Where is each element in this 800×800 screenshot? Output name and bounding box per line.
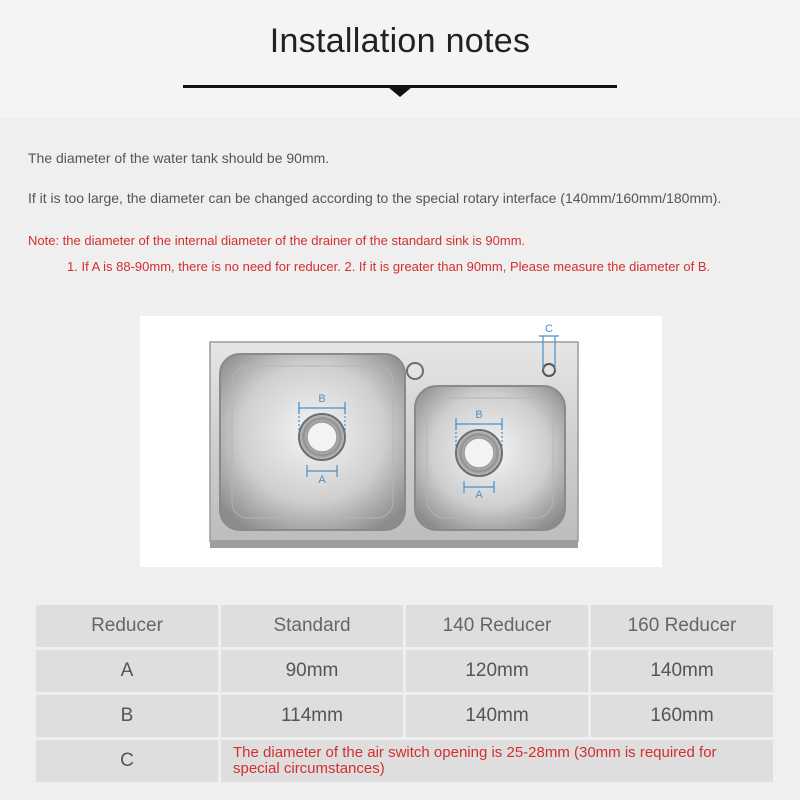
air-switch-note: The diameter of the air switch opening is 25-28mm (30mm is required for special circumstances) bbox=[221, 740, 773, 782]
note-line-1: Note: the diameter of the internal diameter of the drainer of the standard sink is 90mm. bbox=[28, 233, 526, 248]
sink-illustration bbox=[140, 316, 662, 567]
reducer-table bbox=[33, 602, 776, 785]
table-row bbox=[36, 650, 773, 692]
label-b-right: B bbox=[475, 409, 483, 421]
table-cell: 120mm bbox=[406, 650, 588, 692]
intro-line-2: If it is too large, the diameter can be changed according to the special rotary interface (140mm/160mm/180mm). bbox=[28, 190, 722, 206]
header-cell: Standard bbox=[221, 605, 403, 647]
note-line-2: 1. If A is 88-90mm, there is no need for reducer. 2. If it is greater than 90mm, Please measure the diameter of B. bbox=[67, 259, 711, 274]
page-header bbox=[0, 0, 800, 118]
table-cell: 114mm bbox=[221, 695, 403, 737]
table-row bbox=[36, 740, 773, 782]
table-cell: 140mm bbox=[406, 695, 588, 737]
header-cell: Reducer bbox=[36, 605, 218, 647]
label-b-left: B bbox=[318, 393, 326, 405]
header-cell: 140 Reducer bbox=[406, 605, 588, 647]
row-label: A bbox=[36, 650, 218, 692]
title-caret-icon bbox=[388, 87, 412, 97]
table-header-row bbox=[36, 605, 773, 647]
sink-diagram bbox=[140, 316, 662, 567]
label-a-right: A bbox=[475, 489, 483, 501]
table-cell: 140mm bbox=[591, 650, 773, 692]
label-a-left: A bbox=[318, 474, 326, 486]
table-cell: 160mm bbox=[591, 695, 773, 737]
page-title: Installation notes bbox=[269, 22, 531, 60]
table-cell: 90mm bbox=[221, 650, 403, 692]
row-label: B bbox=[36, 695, 218, 737]
row-label: C bbox=[36, 740, 218, 782]
label-c: C bbox=[545, 323, 553, 335]
header-cell: 160 Reducer bbox=[591, 605, 773, 647]
air-switch-hole bbox=[543, 364, 555, 376]
intro-line-1: The diameter of the water tank should be 90mm. bbox=[28, 150, 330, 166]
table-row bbox=[36, 695, 773, 737]
